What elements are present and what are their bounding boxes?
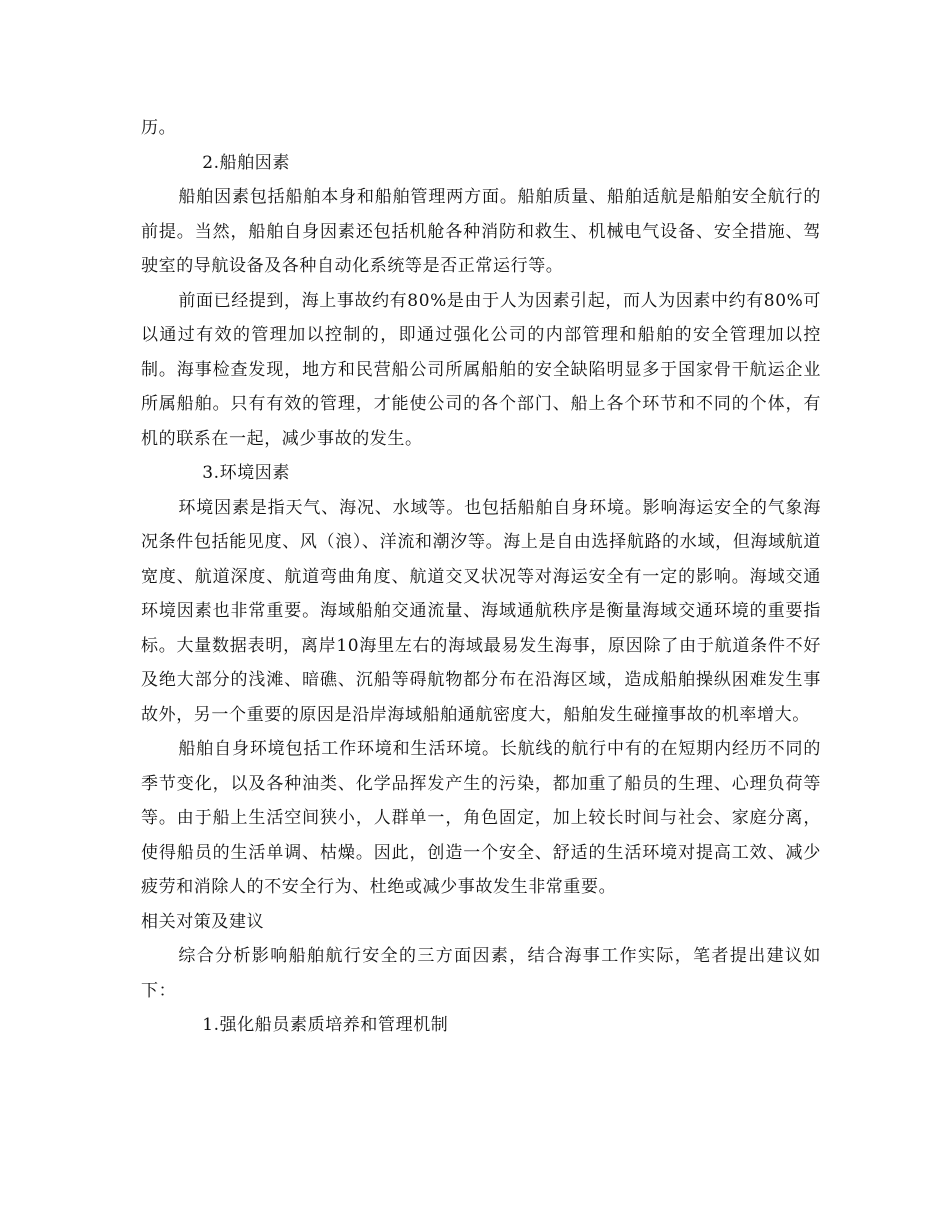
paragraph-ship-factors: 船舶因素包括船舶本身和船舶管理两方面。船舶质量、船舶适航是船舶安全航行的前提。当然，船舶自身因素还包括机舱各种消防和救生、机械电气设备、安全措施、驾驶室的导航设备及各种自动化系统等是否正常运行等。 <box>141 187 821 276</box>
paragraph-management: 前面已经提到，海上事故约有80%是由于人为因素引起，而人为因素中约有80%可以通过有效的管理加以控制的，即通过强化公司的内部管理和船舶的安全管理加以控制。海事检查发现，地方和民营船公司所属船舶的安全缺陷明显多于国家骨干航运企业所属船舶。只有有效的管理，才能使公司的各个部门、船上各个环节和不同的个体，有机的联系在一起，减少事故的发生。 <box>141 290 821 449</box>
section-heading-environment: 3.环境因素 <box>202 463 291 483</box>
paragraph-ship-environment: 船舶自身环境包括工作环境和生活环境。长航线的航行中有的在短期内经历不同的季节变化，以及各种油类、化学品挥发产生的污染，都加重了船员的生理、心理负荷等等。由于船上生活空间狭小，人群单一，角色固定，加上较长时间与社会、家庭分离，使得船员的生活单调、枯燥。因此，创造一个安全、舒适的生活环境对提高工效、减少疲劳和消除人的不安全行为、杜绝或减少事故发生非常重要。 <box>141 739 821 897</box>
section-heading-ship-factors: 2.船舶因素 <box>202 152 291 173</box>
paragraph-continuation: 历。 <box>141 118 177 138</box>
document-body <box>141 111 821 1043</box>
paragraph-countermeasures-intro: 综合分析影响船舶航行安全的三方面因素，结合海事工作实际，笔者提出建议如下： <box>141 946 821 1001</box>
section-heading-crew-training: 1.强化船员素质培养和管理机制 <box>202 1015 449 1035</box>
paragraph-environment: 环境因素是指天气、海况、水域等。也包括船舶自身环境。影响海运安全的气象海况条件包括能见度、风（浪）、洋流和潮汐等。海上是自由选择航路的水域，但海域航道宽度、航道深度、航道弯曲角度、航道交叉状况等对海运安全有一定的影响。海域交通环境因素也非常重要。海域船舶交通流量、海域通航秩序是衡量海域交通环境的重要指标。大量数据表明，离岸10海里左右的海域最易发生海事，原因除了由于航道条件不好及绝大部分的浅滩、暗礁、沉船等碍航物都分布在沿海区域，造成船舶操纵困难发生事故外，另一个重要的原因是沿岸海域船舶通航密度大，船舶发生碰撞事故的机率增大。 <box>141 497 821 725</box>
section-heading-countermeasures: 相关对策及建议 <box>141 911 265 932</box>
